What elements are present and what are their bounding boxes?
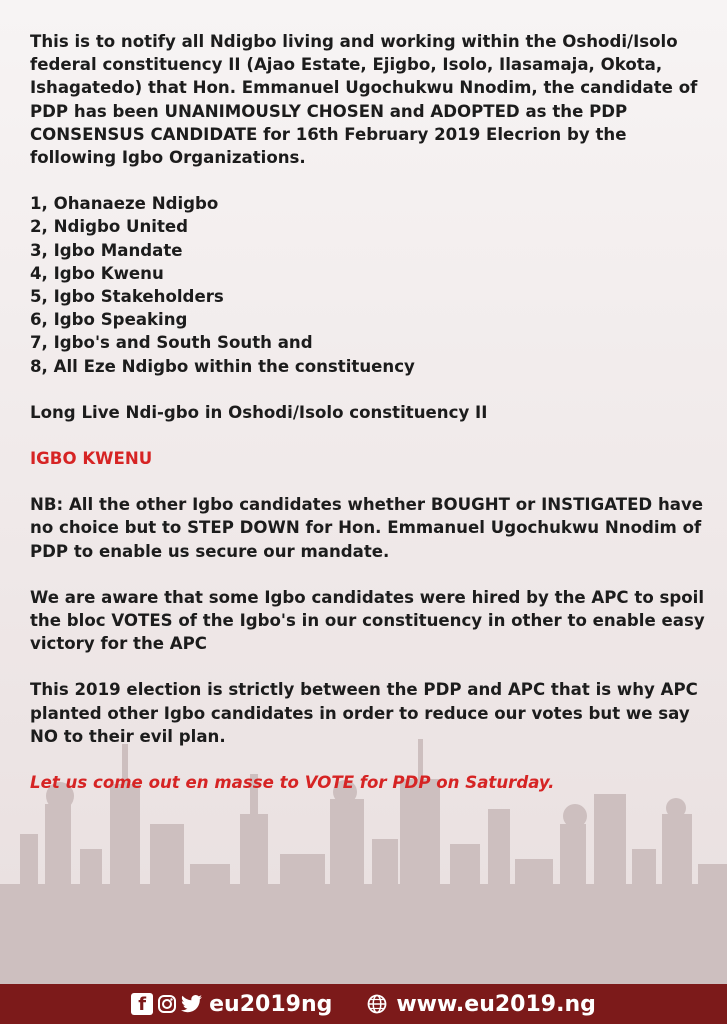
call-to-action: Let us come out en masse to VOTE for PDP on Saturday.	[30, 773, 555, 793]
social-icons	[131, 993, 203, 1015]
nb-paragraph: NB: All the other Igbo candidates whether BOUGHT or INSTIGATED have no choice but to STEP DOWN for Hon. Emmanuel Ugochukwu Nnodim of PDP to enable us secure our mandate.	[30, 495, 704, 561]
twitter-icon[interactable]	[181, 993, 203, 1015]
list-item: 3, Igbo Mandate	[30, 240, 183, 260]
list-item: 4, Igbo Kwenu	[30, 263, 164, 283]
instagram-icon[interactable]	[156, 993, 178, 1015]
signature-heading: IGBO KWENU	[30, 449, 153, 469]
organization-list	[30, 192, 710, 378]
social-handle[interactable]: eu2019ng	[209, 991, 333, 1017]
facebook-icon[interactable]: f	[131, 993, 153, 1015]
list-item: 7, Igbo's and South South and	[30, 333, 313, 353]
intro-paragraph: This is to notify all Ndigbo living and working within the Oshodi/Isolo federal constituency II (Ajao Estate, Ejigbo, Isolo, Ilasamaja, Okota, Ishagatedo) that Hon. Emmanuel Ugochukwu Nnodim, the candidate of PDP has been UNANIMOUSLY CHOSEN and ADOPTED as the PDP CONSENSUS CANDIDATE for 16th February 2019 Elecrion by the following Igbo Organizations.	[30, 32, 698, 168]
long-live-line: Long Live Ndi-gbo in Oshodi/Isolo constituency II	[30, 402, 488, 422]
aware-paragraph: We are aware that some Igbo candidates were hired by the APC to spoil the bloc VOTES of the Igbo's in our constituency in other to enable easy victory for the APC	[30, 587, 705, 654]
website-link[interactable]: www.eu2019.ng	[396, 991, 596, 1017]
list-item: 1, Ohanaeze Ndigbo	[30, 194, 219, 214]
list-item: 5, Igbo Stakeholders	[30, 287, 224, 307]
notice-body	[30, 30, 710, 794]
list-item: 2, Ndigbo United	[30, 217, 189, 237]
footer-bar	[0, 984, 727, 1024]
list-item: 8, All Eze Ndigbo within the constituency	[30, 356, 415, 376]
list-item: 6, Igbo Speaking	[30, 310, 188, 330]
globe-icon	[366, 993, 388, 1015]
election-paragraph: This 2019 election is strictly between the PDP and APC that is why APC planted other Igbo candidates in order to reduce our votes but we say NO to their evil plan.	[30, 680, 698, 746]
